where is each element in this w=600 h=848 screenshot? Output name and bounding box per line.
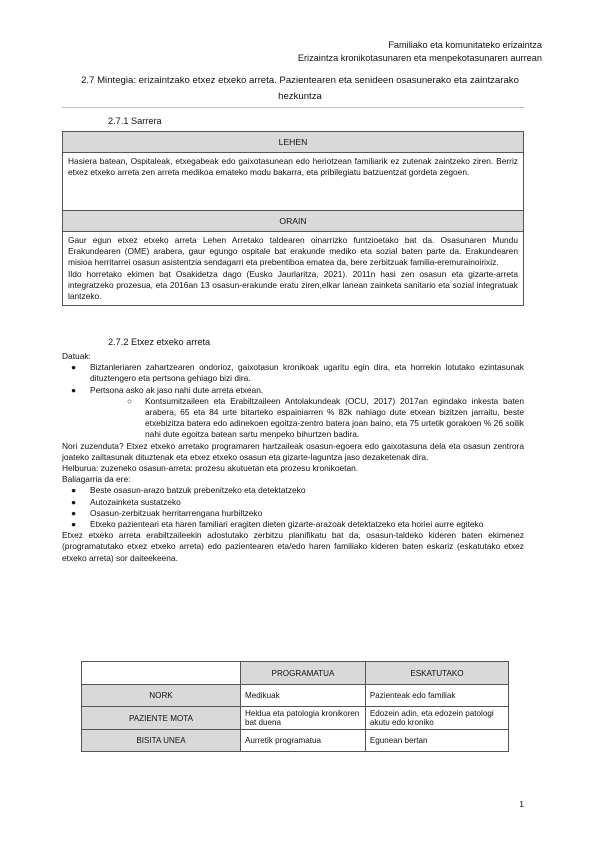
- closing-paragraph: Etxez etxeko arreta erabiltzaileekin adostutako zerbitzu planifikatu bat da, osasun-taldeko kideren baten ekimenez (programatutako etxez etxeko arreta) edo pazientearen eta/edo haren familiako kideren baten eskariz (eskatutako etxez etxeko arreta) sor daiteekeena.: [62, 530, 524, 563]
- row-label: PAZIENTE MOTA: [82, 707, 241, 730]
- list-item: ● Autozainketa sustatzeko: [71, 496, 181, 507]
- table-header-row: [82, 662, 509, 685]
- table-header-eskatutako: ESKATUTAKO: [365, 662, 508, 685]
- bullet-icon: ●: [71, 519, 77, 530]
- table-cell: Pazienteak edo familiak: [365, 685, 508, 707]
- baliagarria-label: Baliagarria da ere:: [62, 474, 131, 485]
- orain-paragraph-1: Gaur egun etxez etxeko arreta Lehen Arretako taldearen oinarrizko funtzioetako bat da. Osasunaren Mundu Erakundearen (OME) arabera, gaur egungo ospitale bat erakunde mediko eta sozial baten parte da. Erakundearen misioa herritarrei osasun asistentzia sendagarri eta prebentiboa ematea da, bere zerbitzuak familia-eremurainoirixiz.: [68, 235, 518, 268]
- row-label: NORK: [82, 685, 241, 707]
- table-header-programatua: PROGRAMATUA: [241, 662, 366, 685]
- page-title: 2.7 Mintegia: erizaintzako etxez etxeko arreta. Pazientearen eta senideen osasunerako eta zaintzarako hezkuntza: [81, 75, 519, 102]
- circle-bullet-icon: ○: [127, 395, 133, 406]
- table-cell: Edozein adin, eta edozein patologi akutu edo kroniko: [365, 707, 508, 730]
- helburua-paragraph: Helburua: zuzeneko osasun-arreta: prozesu akutuetan eta prozesu kronikoetan.: [62, 463, 359, 474]
- lehen-header: LEHEN: [63, 132, 523, 153]
- orain-cell: [63, 232, 523, 305]
- title-divider: [62, 107, 524, 108]
- table-row: [82, 730, 509, 752]
- table-cell: Heldua eta patologia kronikoren bat duena: [241, 707, 366, 730]
- section-body: [62, 351, 524, 564]
- orain-header: ORAIN: [63, 210, 523, 232]
- nori-paragraph: Nori zuzenduta? Etxez etxeko arretako programaren hartzaileak osasun-egoera edo gaixotasuna dela eta osasun zentrora joateko zailtasunak dituztenak eta etxez etxeko osasun eta gizarte-laguntza jaso dezaketenak dira.: [62, 440, 524, 462]
- table-header-blank: [82, 662, 241, 685]
- row-label: BISITA UNEA: [82, 730, 241, 752]
- datuak-label: Datuak:: [62, 351, 91, 361]
- page-number: 1: [519, 799, 524, 809]
- bullet-icon: ●: [71, 507, 77, 518]
- list-item: ● Pertsona asko ak jaso nahi dute arreta etxean.: [71, 384, 264, 395]
- comparison-table: [81, 661, 509, 752]
- table-cell: Egunean bertan: [365, 730, 508, 752]
- table-cell: Medikuak: [241, 685, 366, 707]
- lehen-text: Hasiera batean, Ospitaleak, etxegabeak edo gaixotasunean edo heriotzean familiarik ez zutenak zaintzeko ziren. Berriz etxez etxeko arreta zen arreta medikoa emateko modu bakarra, eta pribilegiatu batzuentzat gordeta zegoen.: [68, 156, 518, 178]
- section-heading-etxez: 2.7.2 Etxez etxeko arreta: [108, 337, 211, 347]
- sub-list-item: ○ Kontsumitzaileen eta Erabiltzaileen Antolakundeak (OCU, 2017) 2017an egindako inkesta baten arabera, 65 eta 84 urte bitarteko espainiarren % 82k nahiago dute etxean bizitzen jarraitu, beste etxebizitza batera edo adinekoen egoitza-zentro batera joan baino, eta 75 urtetik gorakoen % 26 soilik nahi dute egoitza batean sartu menpeko bihurtzen badira.: [127, 395, 524, 440]
- section-heading-sarrera: 2.7.1 Sarrera: [108, 116, 162, 126]
- bullet-icon: ●: [71, 384, 77, 395]
- list-item: ● Osasun-zerbitzuak herritarrengana hurbiltzeko: [71, 507, 263, 518]
- bullet-icon: ●: [71, 485, 77, 496]
- table-cell: Aurretik programatua: [241, 730, 366, 752]
- running-header: [298, 39, 542, 65]
- bullet-icon: ●: [71, 362, 77, 373]
- history-table: [62, 131, 524, 306]
- header-subject: Erizaintza kronikotasunaren eta menpekotasunaren aurrean: [297, 53, 542, 63]
- table-row: [82, 685, 509, 707]
- list-item: ● Biztanleriaren zahartzearen ondorioz, gaixotasun kronikoak ugaritu egin dira, eta horrekin lotutako ezintasunak dituztengero eta pertsona gehiago bizi dira.: [71, 362, 524, 384]
- list-item: ● Etxeko pazienteari eta haren familiari eragiten dieten gizarte-arazoak detektatzeko eta horiei aurre egiteko: [71, 519, 484, 530]
- header-course: Familiako eta komunitateko erizaintza: [388, 40, 542, 50]
- orain-paragraph-2: Ildo horretako ekimen bat Osakidetza dago (Eusko Jaurlaritza, 2021). 2011n hasi zen osasun eta gizarte-arreta integratzeko prozesua, eta 2016an 13 osasun-erakunde eratu ziren,elkar lanean zainketa sanitario eta sozial integratuak lantzeko.: [68, 268, 518, 302]
- bullet-icon: ●: [71, 496, 77, 507]
- table-row: [82, 707, 509, 730]
- list-item: ● Beste osasun-arazo batzuk prebenitzeko eta detektatzeko: [71, 485, 306, 496]
